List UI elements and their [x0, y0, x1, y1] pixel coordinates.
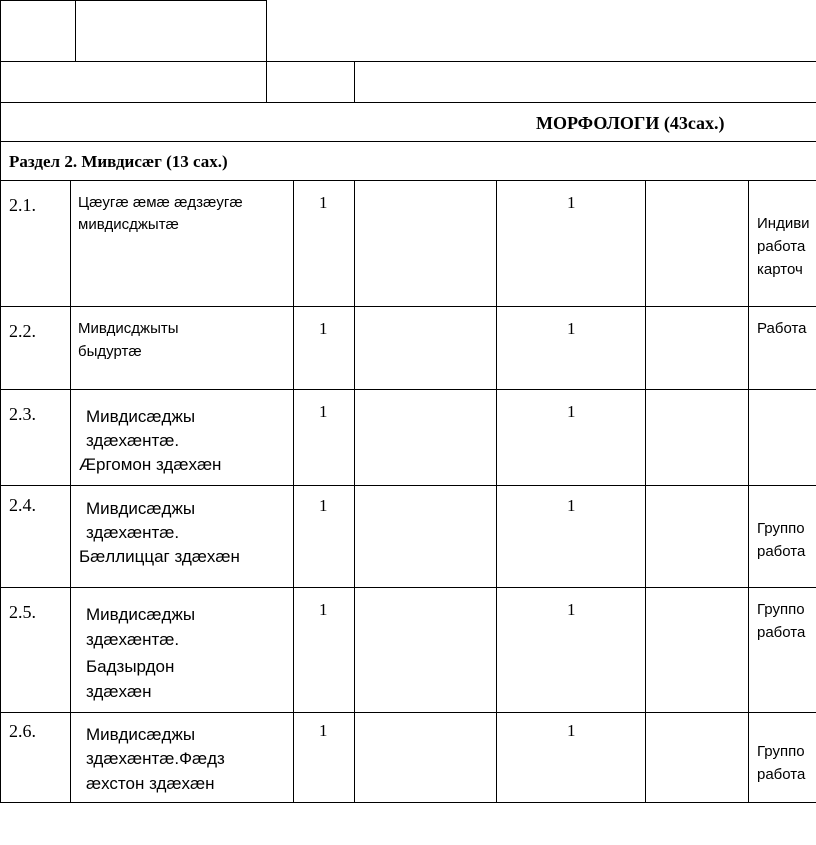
form-text: Работа: [757, 320, 807, 337]
topic-text: здæхæн: [86, 682, 152, 701]
theory-value: 1: [567, 496, 576, 515]
line-v: [748, 180, 749, 803]
form-text: работа: [757, 238, 806, 255]
topic-text: здæхæнтæ.: [86, 523, 180, 542]
line-h: [0, 0, 267, 1]
row-number: 2.3.: [9, 404, 36, 424]
line-v: [266, 0, 267, 103]
subsection-title: Раздел 2. Мивдисæг (13 сах.): [9, 152, 228, 171]
form-text: работа: [757, 624, 806, 641]
form-text: работа: [757, 766, 806, 783]
line-h: [0, 485, 816, 486]
hours-value: 1: [319, 402, 328, 421]
theory-value: 1: [567, 721, 576, 740]
line-v: [645, 180, 646, 803]
row-number: 2.6.: [9, 721, 36, 741]
line-h: [0, 587, 816, 588]
section-title: МОРФОЛОГИ (43сах.): [536, 113, 725, 133]
topic-text: Бадзырдон: [86, 657, 175, 676]
line-h: [0, 306, 816, 307]
topic-text: быдуртæ: [78, 343, 142, 360]
line-v: [70, 180, 71, 803]
topic-text: æхстон здæхæн: [86, 774, 215, 793]
theory-value: 1: [567, 600, 576, 619]
line-v: [0, 0, 1, 803]
line-h: [0, 389, 816, 390]
line-v: [496, 180, 497, 803]
row-number: 2.5.: [9, 602, 36, 622]
topic-text: Бæллиццаг здæхæн: [79, 547, 240, 566]
topic-text: Мивдисæджы: [86, 499, 196, 518]
topic-text: Мивдисджыты: [78, 320, 179, 337]
topic-text: Цæугæ æмæ æдзæугæ: [78, 194, 243, 211]
line-h: [0, 802, 816, 803]
line-v: [354, 180, 355, 803]
hours-value: 1: [319, 193, 328, 212]
form-text: карточ: [757, 261, 803, 278]
line-h: [0, 102, 816, 103]
line-h: [0, 61, 816, 62]
line-h: [0, 141, 816, 142]
topic-text: Мивдисæджы: [86, 605, 196, 624]
theory-value: 1: [567, 319, 576, 338]
topic-text: здæхæнтæ.: [86, 630, 180, 649]
theory-value: 1: [567, 402, 576, 421]
line-h: [0, 712, 816, 713]
line-v: [354, 61, 355, 103]
form-text: Группо: [757, 743, 805, 760]
row-number: 2.1.: [9, 195, 36, 215]
topic-text: Æргомон здæхæн: [79, 455, 222, 474]
topic-text: мивдисджытæ: [78, 216, 179, 233]
form-text: работа: [757, 543, 806, 560]
theory-value: 1: [567, 193, 576, 212]
topic-text: Мивдисæджы: [86, 407, 196, 426]
hours-value: 1: [319, 319, 328, 338]
line-v: [293, 180, 294, 803]
hours-value: 1: [319, 496, 328, 515]
topic-text: Мивдисæджы: [86, 725, 196, 744]
line-h: [0, 180, 816, 181]
form-text: Индиви: [757, 215, 810, 232]
topic-text: здæхæнтæ.: [86, 431, 180, 450]
hours-value: 1: [319, 600, 328, 619]
hours-value: 1: [319, 721, 328, 740]
row-number: 2.2.: [9, 321, 36, 341]
line-v: [75, 0, 76, 62]
form-text: Группо: [757, 520, 805, 537]
row-number: 2.4.: [9, 495, 36, 515]
form-text: Группо: [757, 601, 805, 618]
topic-text: здæхæнтæ.Фæдз: [86, 749, 225, 768]
